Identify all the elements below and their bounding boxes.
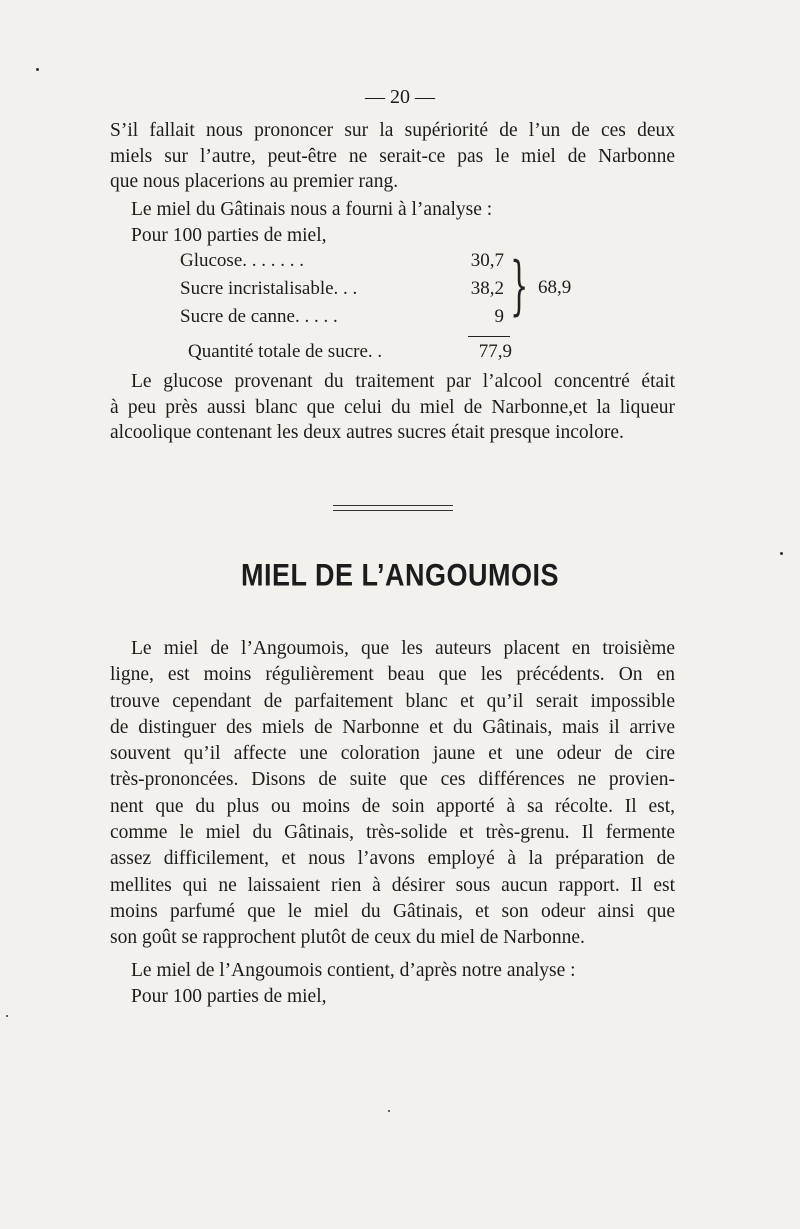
- row-label: Sucre incristalisable. . .: [180, 278, 358, 299]
- print-speck-icon: [36, 68, 39, 71]
- text-line: moins parfumé que le miel du Gâtinais, et son odeur ainsi que: [110, 900, 675, 922]
- text-line: miels sur l’autre, peut-être ne serait-ce pas le miel de Narbonne: [110, 145, 675, 167]
- brace-sum: 68,9: [538, 277, 572, 298]
- text-line: trouve cependant de parfaitement blanc et qu’il serait impossible: [110, 690, 675, 712]
- row-value: 9: [494, 306, 504, 327]
- per-100-parts-line: Pour 100 parties de miel,: [131, 225, 327, 246]
- print-speck-icon: [6, 1015, 8, 1017]
- page-number: — 20 —: [365, 86, 435, 108]
- angoumois-paragraph: [110, 636, 675, 952]
- text-line: S’il fallait nous prononcer sur la supériorité de l’un de ces deux: [110, 120, 675, 141]
- total-label: Quantité totale de sucre. .: [188, 341, 383, 362]
- row-label: Glucose. . . . . . .: [180, 250, 305, 271]
- text-line: nent que du plus ou moins de soin apporté à sa récolte. Il est,: [110, 795, 675, 817]
- intro-paragraph: [110, 118, 675, 195]
- text-line: très-prononcées. Disons de suite que ces différences ne provien-: [110, 769, 675, 791]
- text-line: mellites qui ne laissaient rien à désirer sous aucun rapport. Il est: [110, 874, 675, 896]
- angoumois-analysis-intro: Le miel de l’Angoumois contient, d’après notre analyse :: [131, 960, 576, 981]
- text-line: à peu près aussi blanc que celui du miel de Narbonne,et la liqueur: [110, 396, 675, 418]
- section-divider: [333, 505, 453, 506]
- gatinais-analysis-intro: Le miel du Gâtinais nous a fourni à l’analyse :: [131, 199, 493, 220]
- text-line: alcoolique contenant les deux autres sucres était presque incolore.: [110, 422, 624, 443]
- print-speck-icon: [780, 552, 783, 555]
- text-line: comme le miel du Gâtinais, très-solide et très-grenu. Il fermente: [110, 822, 675, 844]
- row-label: Sucre de canne. . . . .: [180, 306, 338, 327]
- text-line: Le glucose provenant du traitement par l’alcool concentré était: [131, 371, 675, 392]
- glucose-paragraph: [110, 369, 675, 446]
- row-value: 30,7: [470, 250, 504, 271]
- row-value: 38,2: [470, 278, 504, 299]
- text-line: assez difficilement, et nous l’avons employé à la préparation de: [110, 848, 675, 870]
- total-value: 77,9: [478, 341, 512, 362]
- section-heading: MIEL DE L’ANGOUMOIS: [240, 557, 560, 593]
- curly-brace-icon: }: [510, 249, 529, 323]
- section-divider: [333, 510, 453, 511]
- print-speck-icon: [388, 1110, 390, 1112]
- per-100-parts-line: Pour 100 parties de miel,: [131, 986, 327, 1007]
- text-line: que nous placerions au premier rang.: [110, 171, 399, 192]
- text-line: de distinguer des miels de Narbonne et du Gâtinais, mais il arrive: [110, 716, 675, 738]
- analysis-total-row: [188, 341, 512, 363]
- text-line: son goût se rapprochent plutôt de ceux du miel de Narbonne.: [110, 927, 585, 949]
- text-line: ligne, est moins régulièrement beau que les précédents. On en: [110, 664, 675, 686]
- sum-rule: [468, 336, 510, 337]
- text-line: souvent qu’il affecte une coloration jaune et une odeur de cire: [110, 743, 675, 765]
- text-line: Le miel de l’Angoumois, que les auteurs placent en troisième: [131, 638, 675, 659]
